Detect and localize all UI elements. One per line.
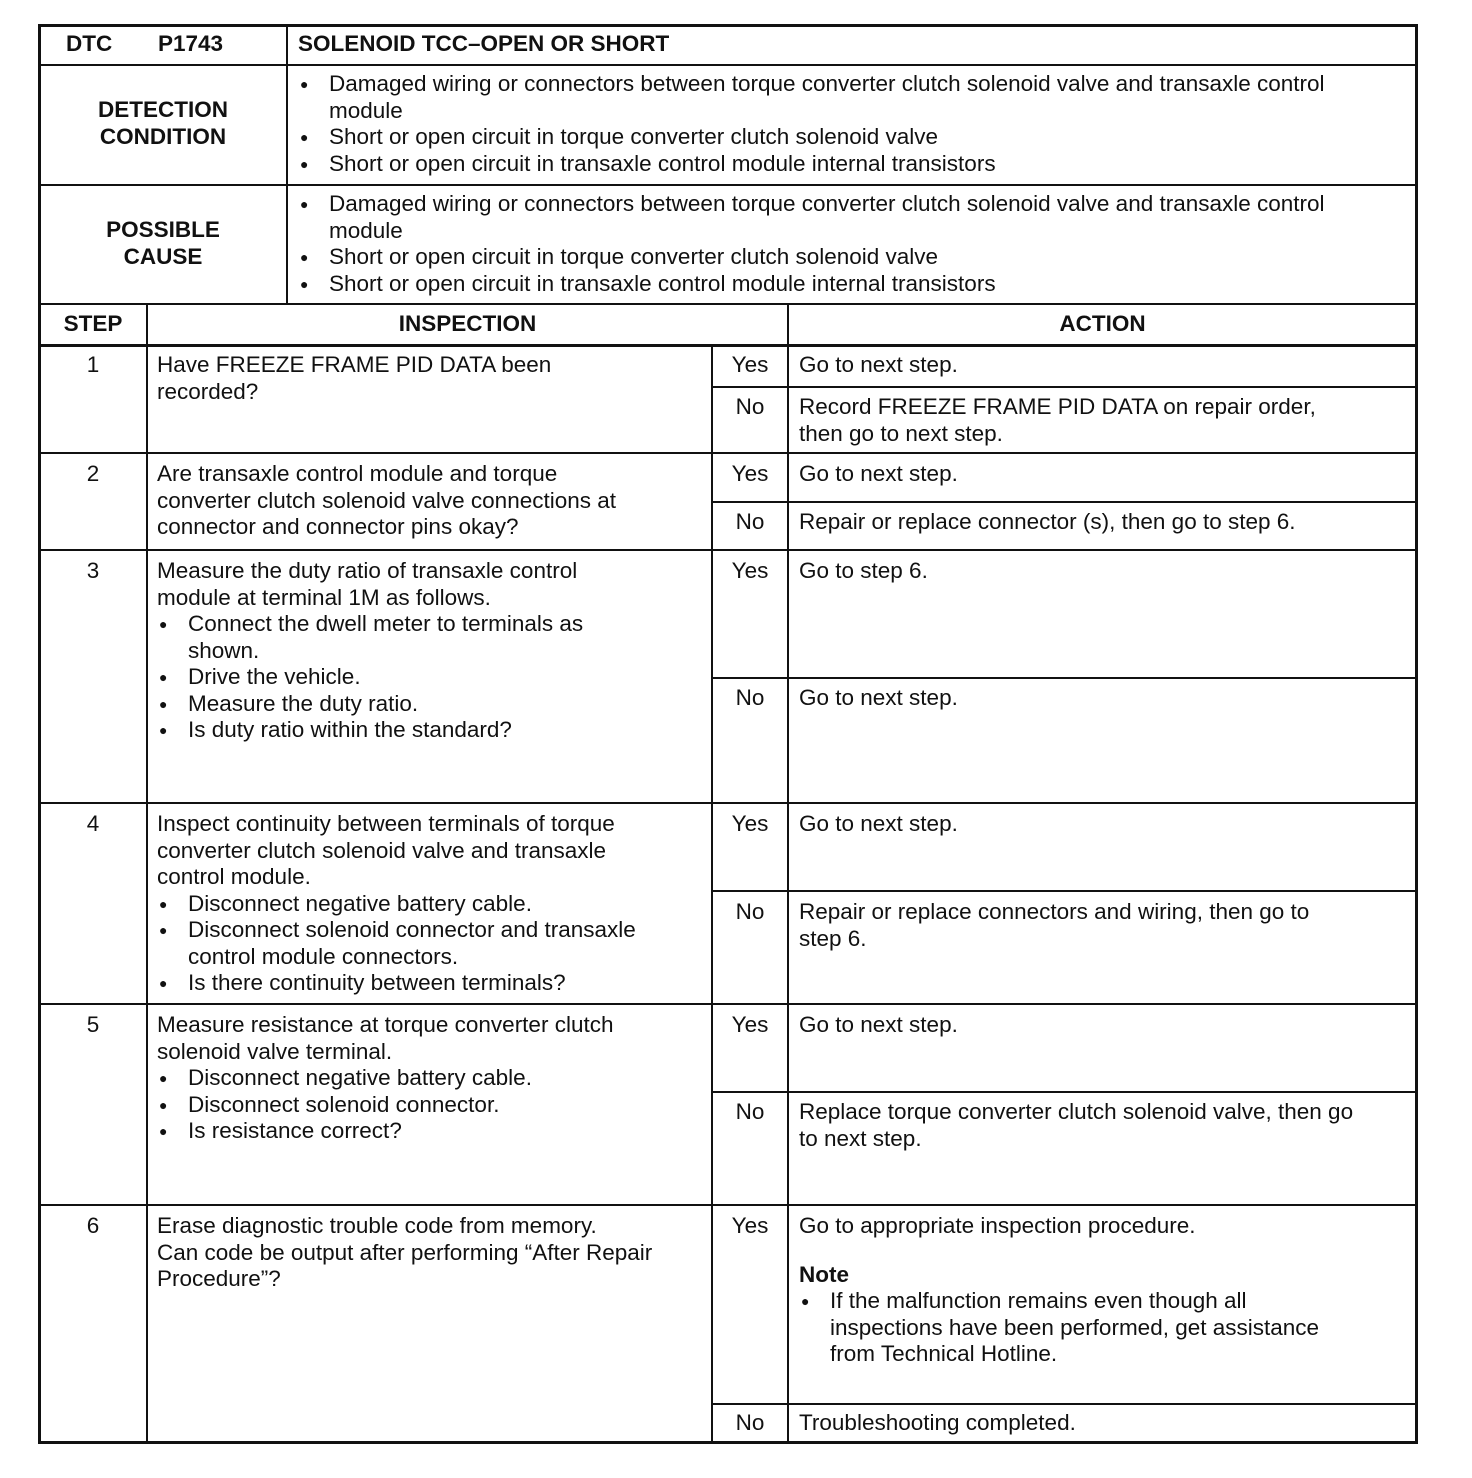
rule-yesno-1 xyxy=(711,386,1416,388)
yes-label: Yes xyxy=(731,811,769,836)
inspection-bullet: ● Disconnect negative battery cable. xyxy=(157,1065,613,1092)
cause-item: ● Damaged wiring or connectors between torque converter clutch solenoid valve and transaxle control module xyxy=(298,191,1369,244)
yes-label: Yes xyxy=(731,1213,769,1238)
col-inspection: INSPECTION xyxy=(398,311,537,336)
detection-item: ● Short or open circuit in torque converter clutch solenoid valve xyxy=(298,124,1408,151)
detection-list xyxy=(298,71,1408,177)
detection-label: DETECTION CONDITION xyxy=(97,97,228,149)
rule-step5 xyxy=(40,1204,1416,1206)
rule-yesno-6 xyxy=(711,1403,1416,1405)
step-inspection: Inspect continuity between terminals of torque converter clutch solenoid valve and transaxle control module. ● Disconnect negative battery cable. ● Disconnect solenoid connector and transaxle control module connectors. ● Is there continuity between terminals? xyxy=(157,811,636,997)
no-label: No xyxy=(735,1099,765,1124)
step-number: 3 xyxy=(86,558,100,583)
detection-item: ● Short or open circuit in transaxle control module internal transistors xyxy=(298,151,1408,178)
no-action: Repair or replace connectors and wiring, then go to step 6. xyxy=(799,899,1310,951)
yes-action: Go to next step. xyxy=(799,811,958,836)
yes-label: Yes xyxy=(731,352,769,377)
rule-columns xyxy=(40,344,1416,347)
step-inspection: Are transaxle control module and torque converter clutch solenoid valve connections at connector and connector pins okay? xyxy=(157,461,617,539)
step-number: 4 xyxy=(86,811,100,836)
inspection-bullet: ● Disconnect negative battery cable. xyxy=(157,891,636,918)
col-step: STEP xyxy=(63,311,123,336)
inspection-bullet: ● Disconnect solenoid connector. xyxy=(157,1092,613,1119)
rule-yesno-3 xyxy=(711,677,1416,679)
step-inspection: Measure resistance at torque converter clutch solenoid valve terminal. ● Disconnect negative battery cable. ● Disconnect solenoid connector. ● Is resistance correct? xyxy=(157,1012,613,1145)
yes-action: Go to next step. xyxy=(799,352,958,377)
dtc-label: DTC xyxy=(66,31,113,56)
rule-yesno-2 xyxy=(711,501,1416,503)
rule-step2 xyxy=(40,549,1416,551)
yes-label: Yes xyxy=(731,558,769,583)
no-label: No xyxy=(735,394,765,419)
rule-step-col xyxy=(146,304,148,1442)
step-number: 5 xyxy=(86,1012,100,1037)
yes-label: Yes xyxy=(731,461,769,486)
cause-list xyxy=(298,191,1408,297)
note-bullet: ● If the malfunction remains even though all inspections have been performed, get assistance from Technical Hotline. xyxy=(799,1288,1319,1368)
detection-item: ● Damaged wiring or connectors between torque converter clutch solenoid valve and transaxle control module xyxy=(298,71,1369,124)
rule-step3 xyxy=(40,802,1416,804)
no-action: Repair or replace connector (s), then go to step 6. xyxy=(799,509,1296,534)
no-label: No xyxy=(735,685,765,710)
no-label: No xyxy=(735,899,765,924)
inspection-bullet: ● Drive the vehicle. xyxy=(157,664,583,691)
inspection-bullet: ● Is duty ratio within the standard? xyxy=(157,717,583,744)
inspection-bullet: ● Connect the dwell meter to terminals as shown. xyxy=(157,611,583,664)
no-label: No xyxy=(735,509,765,534)
inspection-bullet: ● Is there continuity between terminals? xyxy=(157,970,636,997)
step-inspection: Measure the duty ratio of transaxle control module at terminal 1M as follows. ● Connect the dwell meter to terminals as shown. ● Drive the vehicle. ● Measure the duty ratio. ● Is duty ratio within the standard? xyxy=(157,558,583,744)
rule-step4 xyxy=(40,1003,1416,1005)
inspection-bullet: ● Measure the duty ratio. xyxy=(157,691,583,718)
no-action: Go to next step. xyxy=(799,685,958,710)
yes-label: Yes xyxy=(731,1012,769,1037)
cause-item: ● Short or open circuit in torque converter clutch solenoid valve xyxy=(298,244,1408,271)
step-number: 2 xyxy=(86,461,100,486)
cause-item: ● Short or open circuit in transaxle control module internal transistors xyxy=(298,271,1408,298)
inspection-bullet: ● Is resistance correct? xyxy=(157,1118,613,1145)
note-body xyxy=(799,1288,1319,1368)
rule-header xyxy=(40,64,1416,66)
no-label: No xyxy=(735,1410,765,1435)
yes-action: Go to appropriate inspection procedure. xyxy=(799,1213,1196,1238)
rule-label-col xyxy=(286,26,288,304)
no-action: Troubleshooting completed. xyxy=(799,1410,1076,1435)
rule-yesno-5 xyxy=(711,1091,1416,1093)
rule-action-col xyxy=(787,304,789,1442)
inspection-bullet: ● Disconnect solenoid connector and transaxle control module connectors. xyxy=(157,917,636,970)
step-inspection: Erase diagnostic trouble code from memory. Can code be output after performing “After Repair Procedure”? xyxy=(157,1213,653,1291)
col-action: ACTION xyxy=(1059,311,1146,336)
no-action: Replace torque converter clutch solenoid valve, then go to next step. xyxy=(799,1099,1354,1151)
yes-action: Go to next step. xyxy=(799,1012,958,1037)
rule-detection xyxy=(40,184,1416,186)
note-title: Note xyxy=(799,1262,849,1287)
step-number: 6 xyxy=(86,1213,100,1238)
rule-step1 xyxy=(40,452,1416,454)
yes-action: Go to next step. xyxy=(799,461,958,486)
dtc-code: P1743 xyxy=(158,31,224,56)
rule-cause xyxy=(40,303,1416,305)
no-action: Record FREEZE FRAME PID DATA on repair order, then go to next step. xyxy=(799,394,1316,446)
dtc-title: SOLENOID TCC–OPEN OR SHORT xyxy=(298,31,670,56)
yes-action: Go to step 6. xyxy=(799,558,928,583)
step-inspection: Have FREEZE FRAME PID DATA been recorded? xyxy=(157,352,552,404)
rule-yesno-4 xyxy=(711,890,1416,892)
step-number: 1 xyxy=(86,352,100,377)
cause-label: POSSIBLE CAUSE xyxy=(106,217,220,269)
